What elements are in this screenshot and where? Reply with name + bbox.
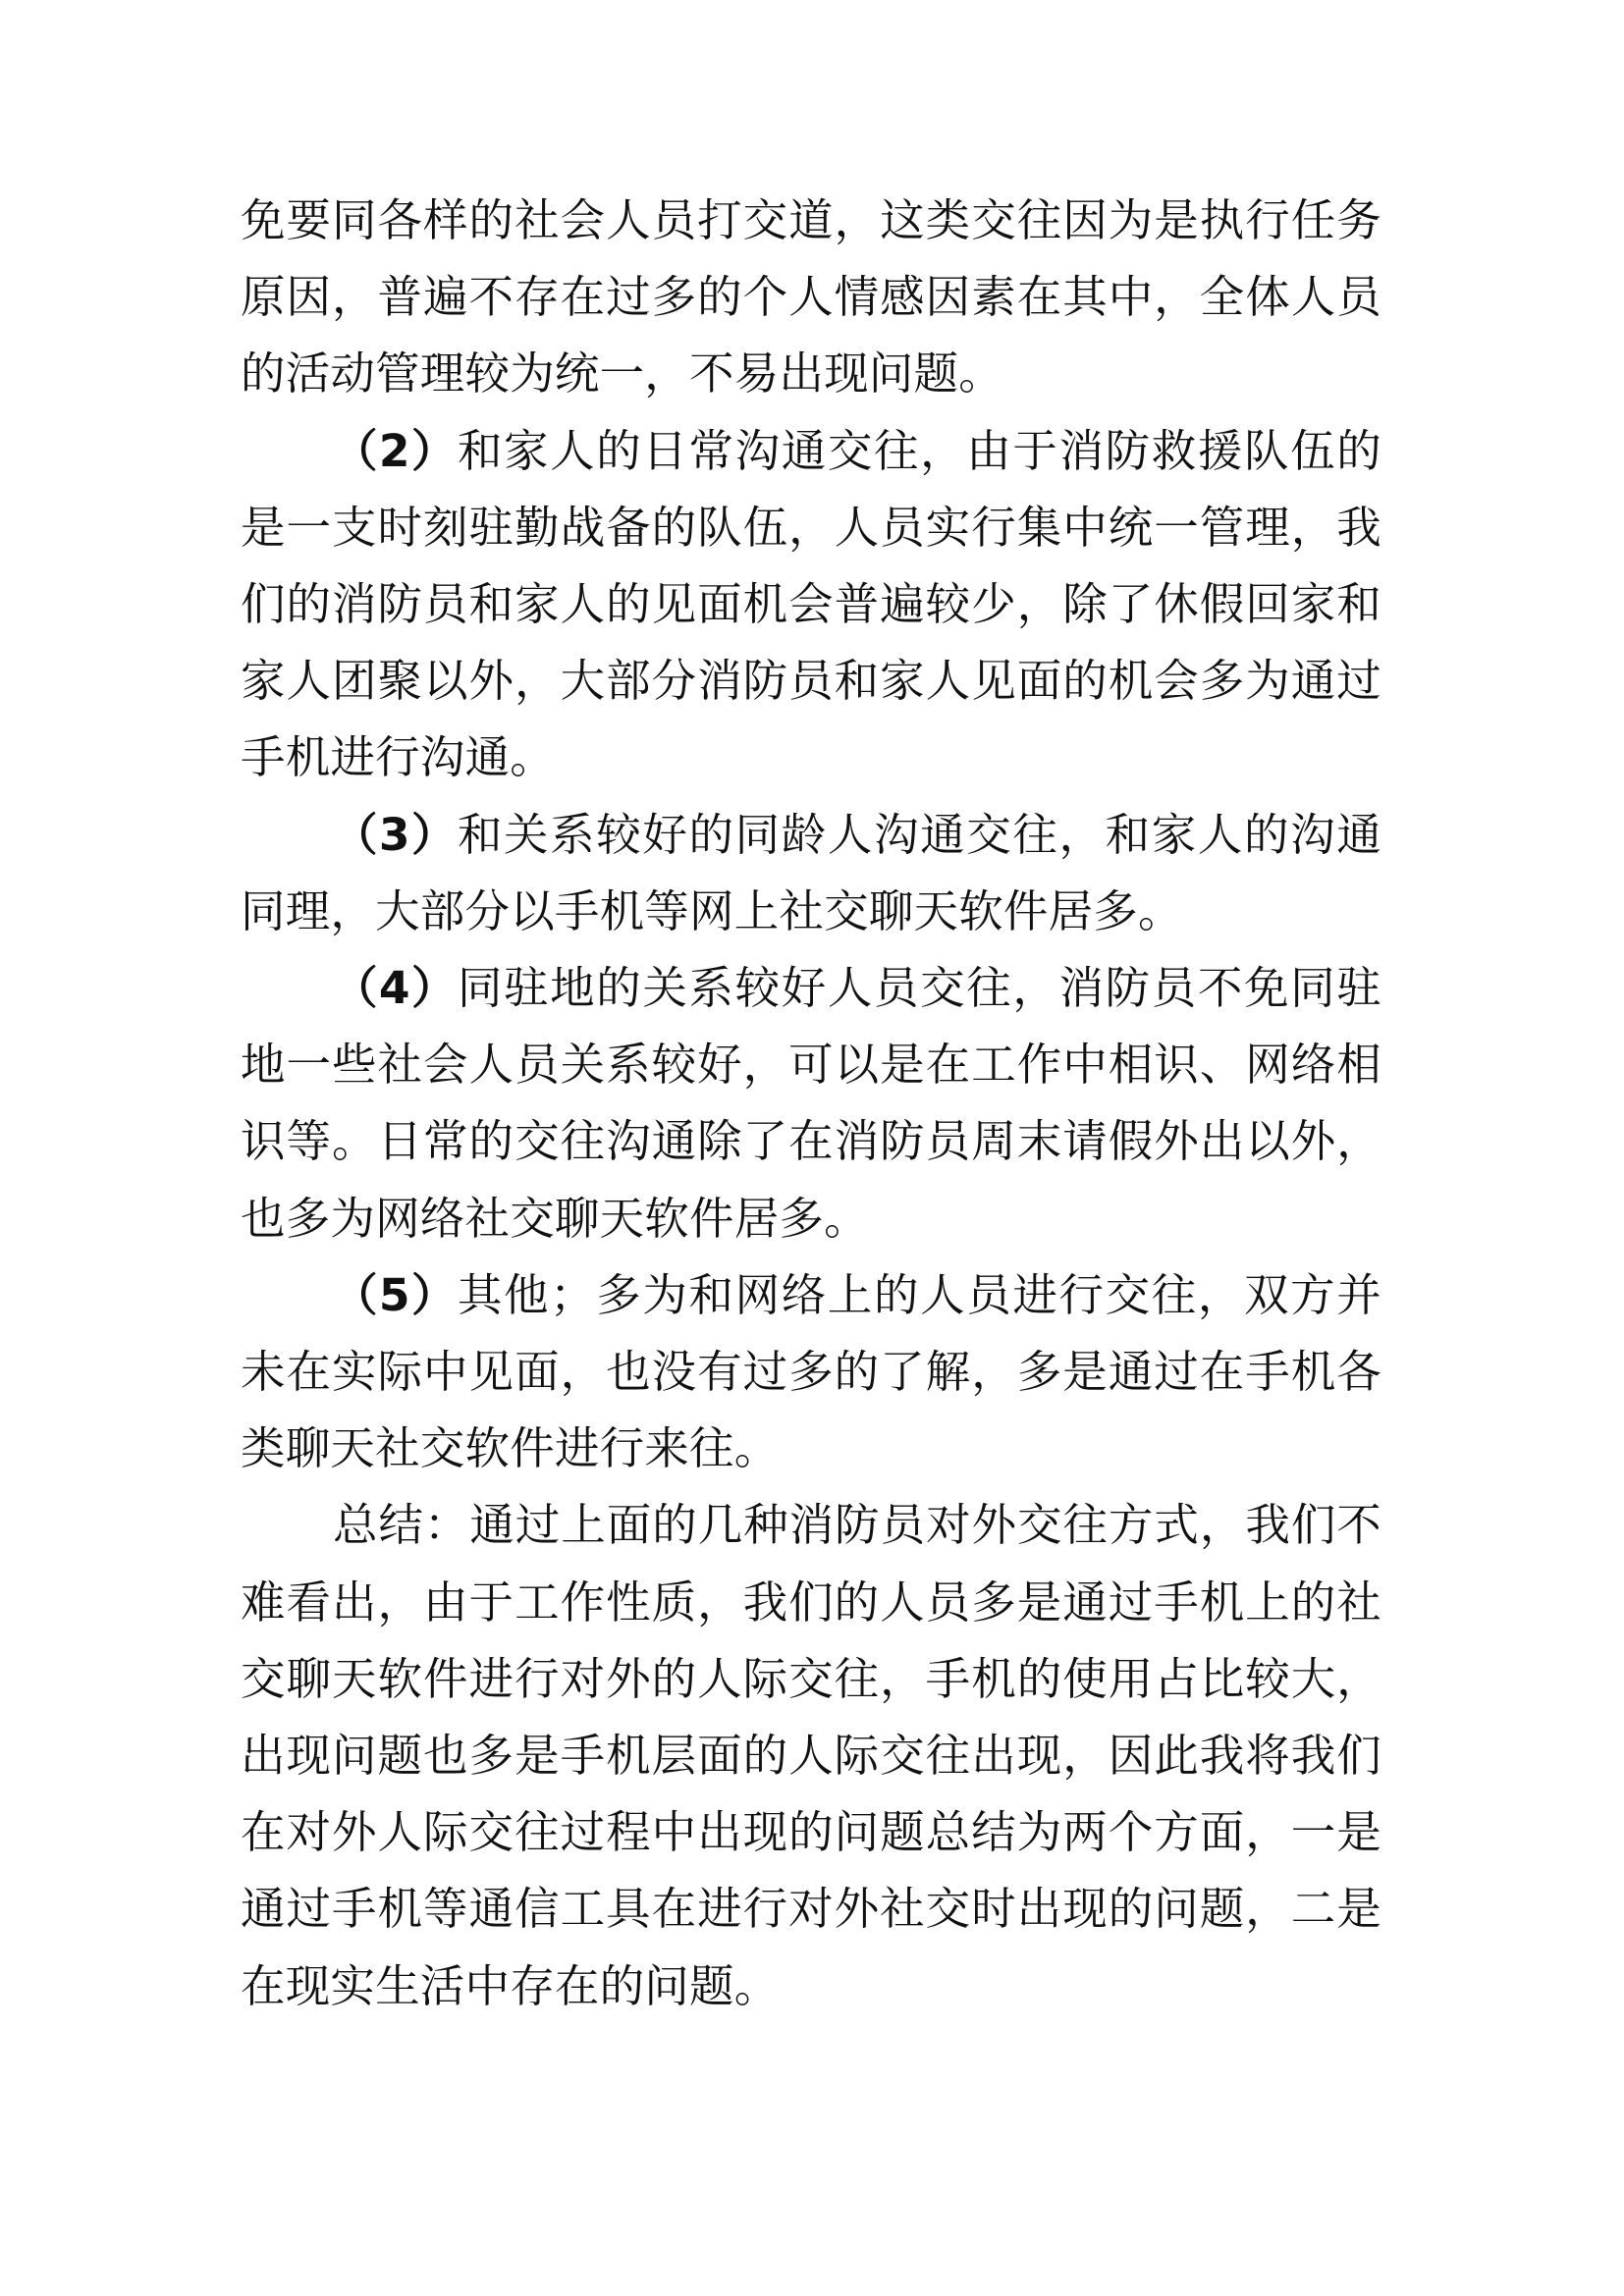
document-text-column	[241, 183, 1381, 2025]
list-marker-5: （5）	[333, 1268, 458, 1321]
paragraph-item-5	[241, 1257, 1381, 1488]
list-marker-4: （4）	[333, 962, 458, 1015]
paragraph-text: 和家人的日常沟通交往，由于消防救援队伍的是一支时刻驻勤战备的队伍，人员实行集中统一管理，我们的消防员和家人的见面机会普遍较少，除了休假回家和家人团聚以外，大部分消防员和家人见面的机会多为通过手机进行沟通。	[241, 424, 1381, 784]
paragraph-text: 和关系较好的同龄人沟通交往，和家人的沟通同理，大部分以手机等网上社交聊天软件居多。	[241, 808, 1381, 937]
paragraph-text: 其他；多为和网络上的人员进行交往，双方并未在实际中见面，也没有过多的了解，多是通过在手机各类聊天社交软件进行来往。	[241, 1268, 1381, 1475]
list-marker-3: （3）	[333, 808, 458, 861]
summary-label: 总结：	[333, 1499, 470, 1552]
paragraph-continuation	[241, 183, 1381, 413]
paragraph-item-3	[241, 797, 1381, 950]
paragraph-item-2	[241, 413, 1381, 797]
paragraph-text: 免要同各样的社会人员打交道，这类交往因为是执行任务原因，普遍不存在过多的个人情感因素在其中，全体人员的活动管理较为统一，不易出现问题。	[241, 194, 1381, 400]
paragraph-item-4	[241, 950, 1381, 1257]
list-marker-2: （2）	[333, 424, 458, 477]
paragraph-text: 通过上面的几种消防员对外交往方式，我们不难看出，由于工作性质，我们的人员多是通过手机上的社交聊天软件进行对外的人际交往，手机的使用占比较大，出现问题也多是手机层面的人际交往出现，因此我将我们在对外人际交往过程中出现的问题总结为两个方面，一是通过手机等通信工具在进行对外社交时出现的问题，二是在现实生活中存在的问题。	[241, 1499, 1381, 2012]
paragraph-summary	[241, 1487, 1381, 2024]
paragraph-text: 同驻地的关系较好人员交往，消防员不免同驻地一些社会人员关系较好，可以是在工作中相识、网络相识等。日常的交往沟通除了在消防员周末请假外出以外，也多为网络社交聊天软件居多。	[241, 962, 1381, 1245]
